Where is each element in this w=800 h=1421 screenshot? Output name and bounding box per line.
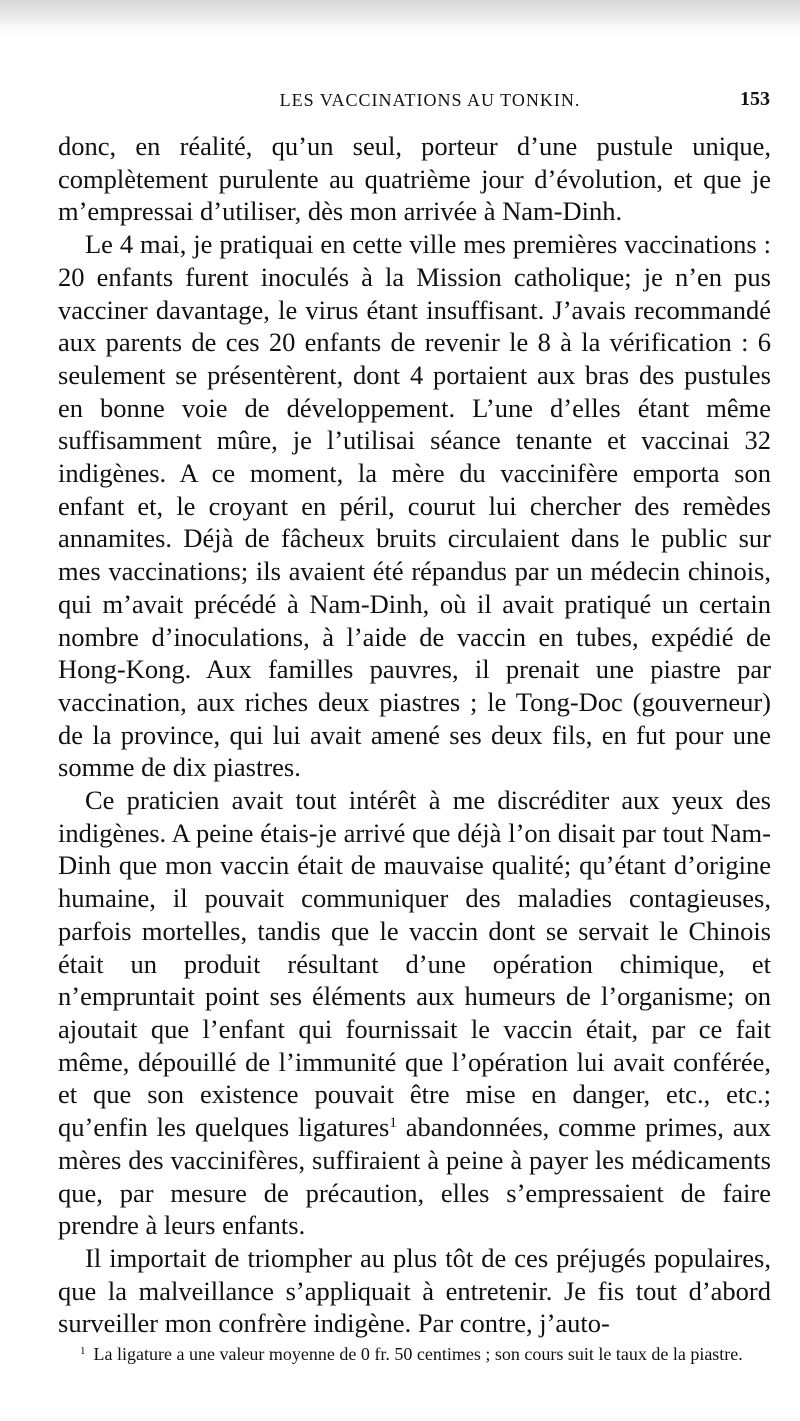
footnote-marker: 1 bbox=[80, 1345, 86, 1357]
footnote bbox=[80, 1340, 770, 1366]
page-top-shadow bbox=[0, 0, 800, 28]
page-number: 153 bbox=[740, 88, 770, 110]
footnote-text: La ligature a une valeur moyenne de 0 fr. 50 centimes ; son cours suit le taux de la piastre. bbox=[93, 1344, 743, 1364]
paragraph-3 bbox=[58, 784, 771, 1242]
footnote-reference: 1 bbox=[389, 1115, 397, 1132]
paragraph-1: donc, en réalité, qu’un seul, porteur d’une pustule unique, complètement purulente au quatrième jour d’évolution, et que je m’empressai d’utiliser, dès mon arrivée à Nam-Dinh. bbox=[58, 131, 771, 227]
running-head bbox=[90, 88, 770, 116]
paragraph-3-text: Ce praticien avait tout intérêt à me discréditer aux yeux des indigènes. A peine étais-je arrivé que déjà l’on disait par tout Nam-Dinh que mon vaccin était de mauvaise qualité; qu’étant d’origine humaine, il pouvait communiquer des maladies contagieuses, parfois mortelles, tandis que le vaccin dont se servait le Chinois était un produit résultant d’une opération chimique, et n’empruntait point ses éléments aux humeurs de l’organisme; on ajoutait que l’enfant qui fournissait le vaccin était, par ce fait même, dépouillé de l’immunité que l’opération lui avait conférée, et que son existence pouvait être mise en danger, etc., etc.; qu’enfin les quelques ligatures bbox=[58, 785, 771, 1143]
body-text bbox=[58, 130, 771, 1340]
paragraph-4: Il importait de triompher au plus tôt de ces préjugés populaires, que la malveillance s’appliquait à entretenir. Je fis tout d’abord surveiller mon confrère indigène. Par contre, j’auto- bbox=[58, 1242, 771, 1339]
paragraph-2: Le 4 mai, je pratiquai en cette ville mes premières vaccinations : 20 enfants furent inoculés à la Mission catholique; je n’en pus vacciner davantage, le virus étant insuffisant. J’avais recommandé aux parents de ces 20 enfants de revenir le 8 à la vérification : 6 seulement se présentèrent, dont 4 portaient aux bras des pustules en bonne voie de développement. L’une d’elles étant même suffisamment mûre, je l’utilisai séance tenante et vaccinai 32 indigènes. A ce moment, la mère du vaccinifère emporta son enfant et, le croyant en péril, courut lui chercher des remèdes annamites. Déjà de fâcheux bruits circulaient dans le public sur mes vaccinations; ils avaient été répandus par un médecin chinois, qui m’avait précédé à Nam-Dinh, où il avait pratiqué un certain nombre d’inoculations, à l’aide de vaccin en tubes, expédié de Hong-Kong. Aux familles pauvres, il prenait une piastre par vaccination, aux riches deux piastres ; le Tong-Doc (gouverneur) de la province, qui lui avait amené ses deux fils, en fut pour une somme de dix piastres. bbox=[58, 229, 771, 783]
running-title: LES VACCINATIONS AU TONKIN. bbox=[279, 90, 581, 110]
paragraph-3-continuation: abandonnées, comme primes, aux mères des vaccinifères, suffiraient à peine à payer les médicaments que, par mesure de précaution, elles s’empressaient de faire prendre à leurs enfants. bbox=[58, 1112, 771, 1241]
